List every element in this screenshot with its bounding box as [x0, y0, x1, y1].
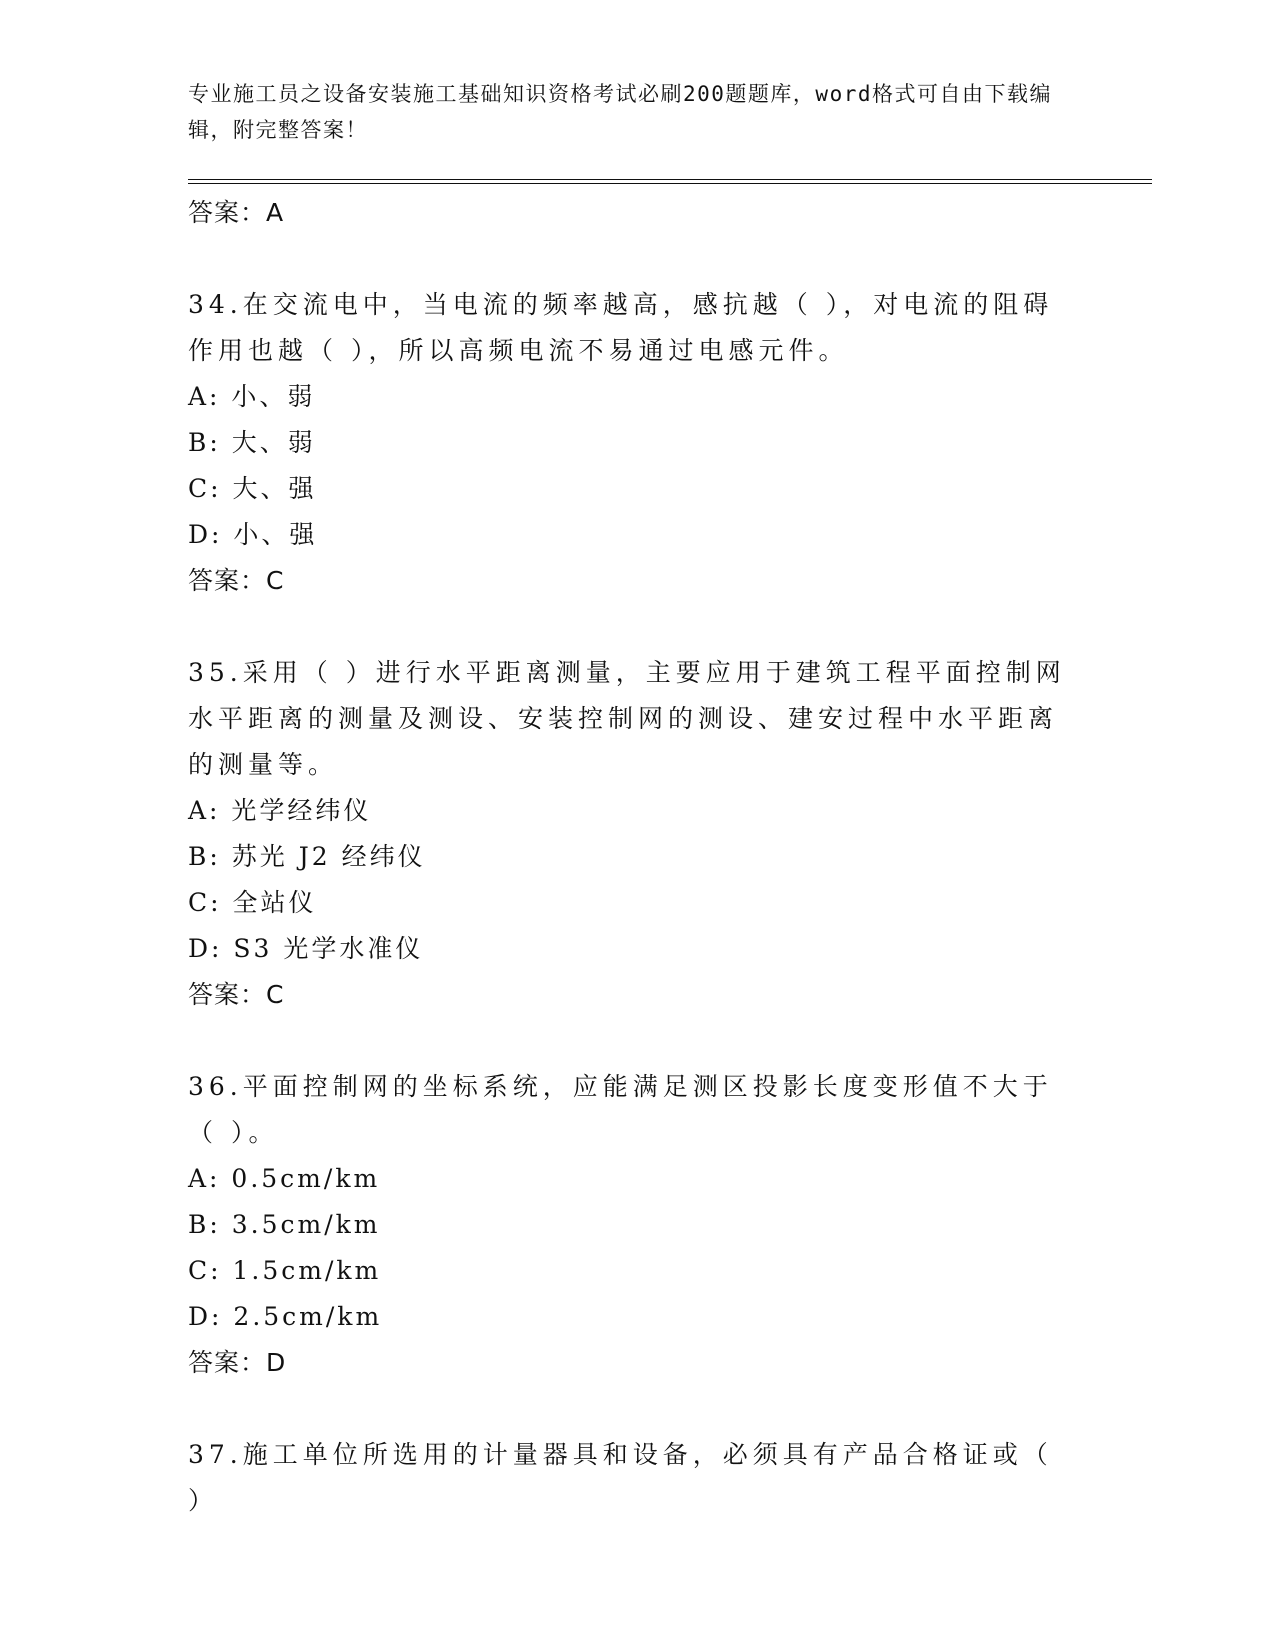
question-text: 36.平面控制网的坐标系统，应能满足测区投影长度变形值不大于（ ）。: [188, 1072, 1053, 1147]
option-d: D: 小、强: [188, 520, 318, 549]
header-divider-top: [188, 179, 1152, 180]
question-text: 35.采用（ ）进行水平距离测量，主要应用于建筑工程平面控制网水平距离的测量及测设、安装控制网的测设、建安过程中水平距离的测量等。: [188, 658, 1066, 779]
answer-label: 答案：D: [188, 1348, 287, 1377]
option-b: B: 3.5cm/km: [188, 1210, 381, 1239]
option-b: B: 大、弱: [188, 428, 316, 457]
question-block-35: [188, 650, 1068, 1018]
option-d: D: 2.5cm/km: [188, 1302, 383, 1331]
option-a: A: 0.5cm/km: [188, 1164, 381, 1193]
spacer: [188, 1386, 1068, 1432]
option-b: B: 苏光 J2 经纬仪: [188, 842, 426, 871]
question-block-37: [188, 1432, 1068, 1524]
question-text: 34.在交流电中，当电流的频率越高，感抗越（ ），对电流的阻碍作用也越（ ），所以高频电流不易通过电感元件。: [188, 290, 1054, 365]
answer-label: 答案：C: [188, 566, 285, 595]
question-block-36: [188, 1064, 1068, 1386]
spacer: [188, 1018, 1068, 1064]
option-d: D: S3 光学水准仪: [188, 934, 424, 963]
header-divider-bottom: [188, 183, 1152, 184]
previous-answer: 答案：A: [188, 198, 285, 227]
answer-label: 答案：C: [188, 980, 285, 1009]
option-c: C: 大、强: [188, 474, 317, 503]
spacer: [188, 604, 1068, 650]
document-body: [188, 190, 1068, 1524]
option-a: A: 光学经纬仪: [188, 796, 372, 825]
header-text: 专业施工员之设备安装施工基础知识资格考试必刷200题题库，word格式可自由下载编辑，附完整答案！: [188, 82, 1052, 142]
option-c: C: 1.5cm/km: [188, 1256, 382, 1285]
option-c: C: 全站仪: [188, 888, 317, 917]
question-block-34: [188, 282, 1068, 604]
option-a: A: 小、弱: [188, 382, 316, 411]
question-text: 37.施工单位所选用的计量器具和设备，必须具有产品合格证或（ ）: [188, 1440, 1053, 1515]
spacer: [188, 236, 1068, 282]
page-header: [188, 76, 1068, 148]
